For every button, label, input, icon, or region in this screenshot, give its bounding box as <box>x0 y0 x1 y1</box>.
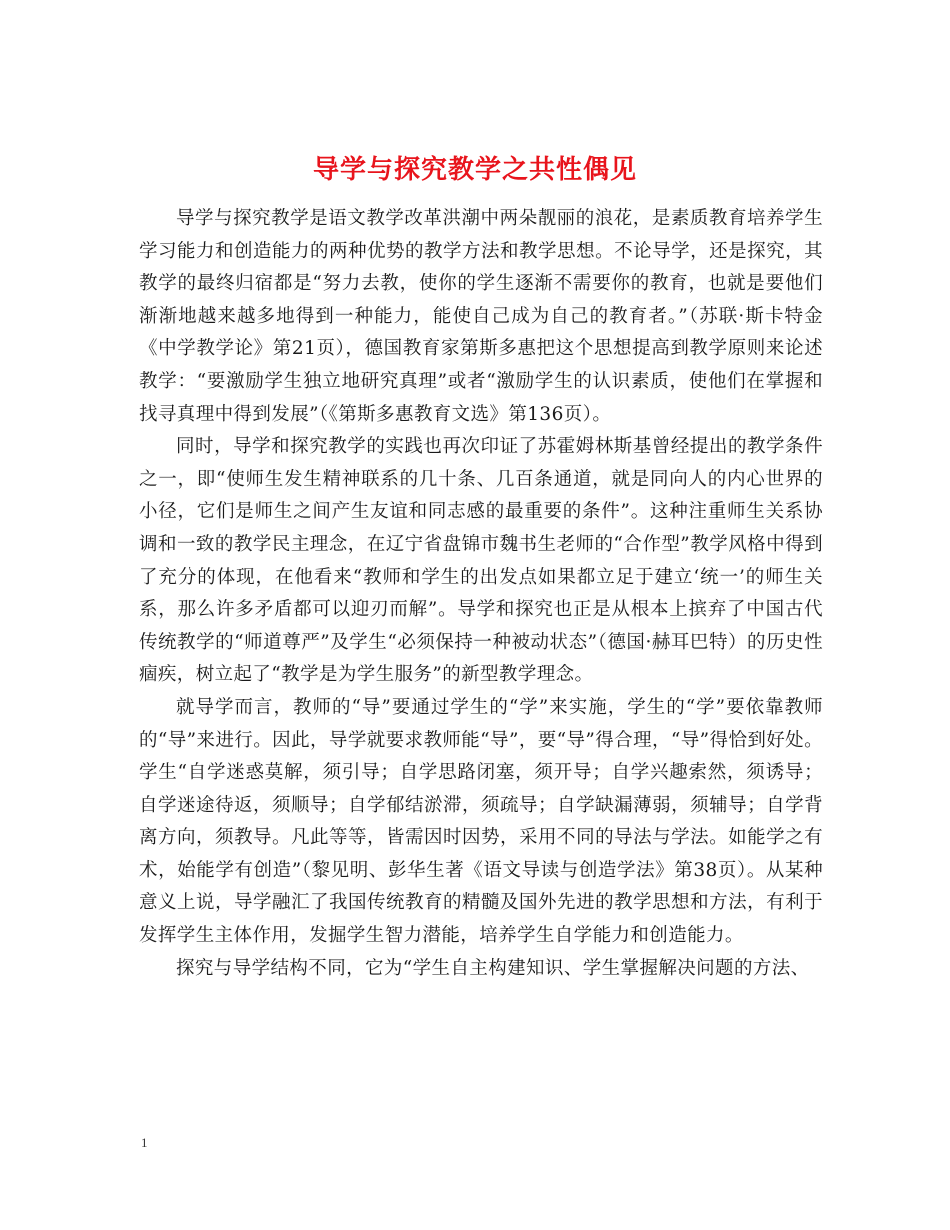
paragraph: 同时，导学和探究教学的实践也再次印证了苏霍姆林斯基曾经提出的教学条件之一，即“使师生发生精神联系的几十条、几百条通道，就是同向人的内心世界的小径，它们是师生之间产生友谊和同志感的最重要的条件”。这种注重师生关系协调和一致的教学民主理念，在辽宁省盘锦市魏书生老师的“合作型”教学风格中得到了充分的体现，在他看来“教师和学生的出发点如果都立足于建立‘统一’的师生关系，那么许多矛盾都可以迎刃而解”。导学和探究也正是从根本上摈弃了中国古代传统教学的“师道尊严”及学生“必须保持一种被动状态”（德国·赫耳巴特）的历史性痼疾，树立起了“教学是为学生服务”的新型教学理念。 <box>139 436 823 686</box>
paragraph: 探究与导学结构不同，它为“学生自主构建知识、学生掌握解决问题的方法、 <box>176 957 810 979</box>
paragraph: 导学与探究教学是语文教学改革洪潮中两朵靓丽的浪花，是素质教育培养学生学习能力和创造能力的两种优势的教学方法和教学思想。不论导学，还是探究，其教学的最终归宿都是“努力去教，使你的学生逐渐不需要你的教育，也就是要他们渐渐地越来越多地得到一种能力，能使自己成为自己的教育者。”（苏联·斯卡特金《中学教学论》第21页），德国教育家第斯多惠把这个思想提高到教学原则来论述教学：“要激励学生独立地研究真理”或者“激励学生的认识素质，使他们在掌握和找寻真理中得到发展”（《第斯多惠教育文选》第136页）。 <box>139 208 823 425</box>
page-number: 1 <box>141 1135 148 1150</box>
paragraph: 就导学而言，教师的“导”要通过学生的“学”来实施，学生的“学”要依靠教师的“导”来进行。因此，导学就要求教师能“导”，要“导”得合理，“导”得恰到好处。学生“自学迷惑莫解，须引导；自学思路闭塞，须开导；自学兴趣索然，须诱导；自学迷途待返，须顺导；自学郁结淤滞，须疏导；自学缺漏薄弱，须辅导；自学背离方向，须教导。凡此等等，皆需因时因势，采用不同的导法与学法。如能学之有术，始能学有创造”（黎见明、彭华生著《语文导读与创造学法》第38页）。从某种意义上说，导学融汇了我国传统教育的精髓及国外先进的教学思想和方法，有利于发挥学生主体作用，发掘学生智力潜能，培养学生自学能力和创造能力。 <box>139 696 823 947</box>
document-title: 导学与探究教学之共性偶见 <box>312 155 637 186</box>
document-body <box>139 203 823 985</box>
